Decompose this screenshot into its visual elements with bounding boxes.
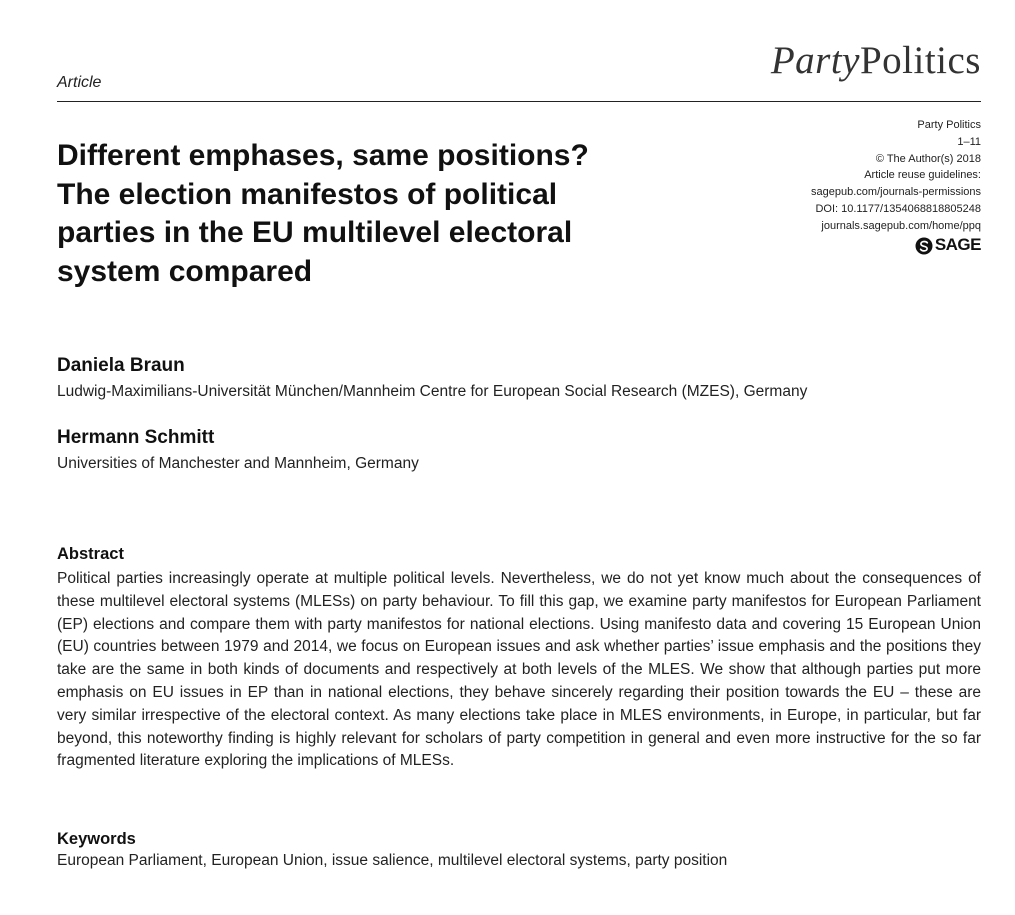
author-block <box>57 355 807 401</box>
meta-reuse-label: Article reuse guidelines: <box>864 169 981 182</box>
journal-logo-party: Party <box>770 39 860 82</box>
sage-logo-text: SAGE <box>934 235 981 255</box>
article-title <box>57 137 697 291</box>
author-name: Daniela Braun <box>57 355 185 376</box>
publication-meta <box>700 117 981 260</box>
title-line: parties in the EU multilevel electoral <box>57 216 573 249</box>
sage-logo <box>915 237 981 255</box>
sage-s-icon <box>915 237 933 255</box>
keywords-heading: Keywords <box>57 830 136 848</box>
title-line: The election manifestos of political <box>57 177 558 211</box>
abstract-heading: Abstract <box>57 545 124 563</box>
author-affiliation: Universities of Manchester and Mannheim, Germany <box>57 455 419 472</box>
meta-pages: 1–11 <box>957 135 981 148</box>
article-type-label: Article <box>57 74 102 91</box>
meta-copyright: © The Author(s) 2018 <box>875 152 981 165</box>
abstract-text: Political parties increasingly operate at multiple political levels. Nevertheless, we do not yet know much about the consequences of these multilevel electoral systems (MLESs) on party behaviour. To fill this gap, we examine party manifestos for European Parliament (EP) elections and compare them with party manifestos for national elections. Using manifesto data and covering 15 European Union (EU) countries between 1979 and 2014, we focus on European issues and ask whether parties’ issue emphasis and the positions they take are the same in both kinds of documents and respectively at both levels of the MLES. We show that although parties put more emphasis on EU issues in EP than in national elections, they behave sincerely regarding their position towards the EU – these are very similar irrespective of the electoral context. As many elections take place in MLES environments, in Europe, in particular, but far beyond, this noteworthy finding is highly relevant for scholars of party competition in general and even more instructive for the so far fragmented literature exploring the implications of MLESs. <box>57 570 981 770</box>
author-block <box>57 427 419 473</box>
meta-reuse-link[interactable]: sagepub.com/journals-permissions <box>811 186 981 199</box>
header-rule <box>57 101 981 102</box>
author-affiliation: Ludwig-Maximilians-Universität München/Mannheim Centre for European Social Research (MZES), Germany <box>57 383 808 400</box>
keywords-text: European Parliament, European Union, issue salience, multilevel electoral systems, party position <box>57 852 728 869</box>
title-line: Different emphases, same positions? <box>57 139 589 172</box>
journal-logo <box>765 38 981 83</box>
meta-journal: Party Politics <box>917 119 981 131</box>
author-name: Hermann Schmitt <box>57 427 215 448</box>
journal-logo-politics: Politics <box>859 39 981 82</box>
meta-doi[interactable]: DOI: 10.1177/1354068818805248 <box>815 202 981 215</box>
title-line: system compared <box>57 254 313 288</box>
meta-journal-link[interactable]: journals.sagepub.com/home/ppq <box>821 219 981 232</box>
